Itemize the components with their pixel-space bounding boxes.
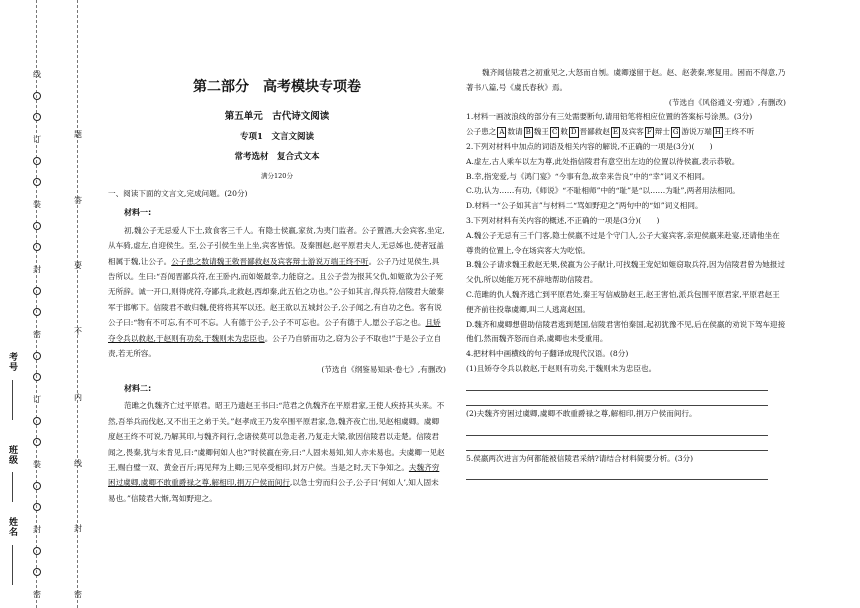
- left-column: [108, 70, 446, 506]
- question-4-2: (2)夫魏齐穷困过虞卿,虞卿不敢重爵禄之尊,解相印,捐万户侯而间行。: [466, 408, 697, 418]
- question-1: 1.材料一画波浪线的部分有三处需要断句,请用铅笔将相应位置的答案标号涂黑。(3分): [466, 112, 753, 122]
- q2-option-c[interactable]: C.功,认为……有功,《师说》“不耻相师”中的“耻”是“以……为耻”,两者用法相同。: [466, 186, 740, 196]
- margin-seal-char: 线: [74, 458, 82, 468]
- break-option-box[interactable]: A: [499, 128, 505, 137]
- break-option-text: 魏王: [533, 127, 549, 137]
- material-2-continuation: 魏齐闻信陵君之初重见之,大怒而自刎。虞卿遂留于赵。赵、赵袭秦,寒复用。困而不得意,乃著书八篇,号《虞氏春秋》焉。: [466, 68, 786, 92]
- break-option-text: 游说万端: [681, 127, 712, 137]
- question-4-1: (1)且矫夺令兵以救赵,于赵则有功矣,于魏则未为忠臣也。: [466, 363, 657, 373]
- material-1-label: 材料一:: [124, 208, 152, 218]
- break-option-text: 王终不听: [723, 127, 755, 137]
- binding-circle-icon: [30, 243, 44, 253]
- right-column: [466, 66, 786, 481]
- label-xingming: 姓名: [7, 517, 17, 537]
- question-5: 5.侯嬴两次进言为何都能被信陵君采纳?请结合材料简要分析。(3分): [466, 453, 694, 463]
- answer-line[interactable]: [466, 392, 768, 406]
- full-score: 满分120分: [261, 171, 293, 180]
- underline-sentence-2: 夫魏齐穷困过虞卿,虞卿不敢重爵禄之尊,解相印,捐万户侯而间行: [108, 462, 440, 488]
- binding-circle-icon: [30, 438, 44, 448]
- section-instruction: 一、阅读下面的文言文,完成问题。(20分): [108, 189, 248, 199]
- answer-line[interactable]: [466, 466, 768, 480]
- binding-circle-icon: [30, 352, 44, 362]
- binding-circle-icon: [30, 308, 44, 318]
- break-option-box[interactable]: G: [672, 128, 679, 137]
- margin-seal-char: 题: [74, 130, 82, 139]
- binding-circle-icon: [30, 547, 44, 557]
- break-option-text: 敕: [560, 127, 568, 137]
- break-option-box[interactable]: F: [646, 128, 652, 137]
- margin-seal-column-outer: [30, 0, 44, 608]
- banji-field[interactable]: [12, 472, 13, 502]
- binding-circle-icon: [30, 287, 44, 297]
- binding-circle-icon: [30, 417, 44, 427]
- q2-option-a[interactable]: A.虚左,古人乘车以左为尊,此处指信陵君有意空出左边的位置以待侯嬴,表示恭敬。: [466, 156, 740, 166]
- margin-seal-char: 密: [33, 330, 41, 339]
- margin-seal-char: 封: [33, 525, 41, 534]
- q3-option-c[interactable]: C.范雎的仇人魏齐逃亡到平原君处,秦王写信威胁赵王,赵王害怕,派兵包围平原君家,平原君赵王便齐前往投靠虞卿,叫二人逃离赵国。: [466, 289, 780, 314]
- margin-seal-char: 封: [33, 265, 41, 274]
- answer-line[interactable]: [466, 437, 768, 451]
- wavy-underline-sentence: 公子患之数请魏王敕晋鄙救赵及宾客辩士游说万端王终不听: [171, 256, 369, 266]
- margin-seal-char: 线: [33, 70, 41, 79]
- label-banji: 班级: [7, 445, 17, 465]
- binding-circle-icon: [30, 178, 44, 188]
- margin-seal-char: 密: [74, 590, 82, 599]
- margin-seal-char: 订: [33, 135, 41, 144]
- question-1-options: 公子患之 A 数请 B 魏王 C 敕 D 晋鄙救赵 E 及宾客 F 辩士 G 游说万端 H 王终不听: [466, 127, 755, 137]
- margin-seal-char: 装: [33, 200, 41, 209]
- unit-title: 第五单元 古代诗文阅读: [224, 111, 330, 123]
- answer-line[interactable]: [466, 377, 768, 391]
- underline-sentence-1: 且矫夺令兵以救赵,于赵则有功矣,于魏则未为忠臣也: [108, 318, 441, 343]
- break-option-box[interactable]: C: [551, 128, 558, 137]
- label-kaohao: 考号: [7, 352, 17, 372]
- margin-seal-char: 不: [74, 327, 82, 337]
- q3-option-b[interactable]: B.魏公子请求魏王救赵无果,侯嬴为公子献计,可找魏王宠妃如姬窃取兵符,因为信陵君曾为她报过父仇,所以她能万死不辞地帮助信陵君。: [466, 260, 785, 285]
- binding-circle-icon: [30, 503, 44, 513]
- q3-option-a[interactable]: A.魏公子无忌有三千门客,隐士侯嬴不过是个守门人,公子大宴宾客,亲迎侯嬴来赴宴,还请他坐在尊贵的位置上,令在场宾客大为吃惊。: [466, 230, 780, 255]
- question-4: 4.把材料中画横线的句子翻译成现代汉语。(8分): [466, 349, 629, 359]
- binding-circle-icon: [30, 222, 44, 232]
- break-option-text: 数请: [507, 127, 523, 137]
- binding-circle-icon: [30, 113, 44, 123]
- q2-option-d[interactable]: D.材料一“公子如其言”与材料二“骂如野迎之”两句中的“如”词义相同。: [466, 201, 703, 211]
- answer-line[interactable]: [466, 422, 768, 436]
- topic-title: 专项1 文言文阅读: [240, 131, 314, 142]
- margin-seal-char: 要: [74, 261, 82, 271]
- margin-seal-char: 密: [33, 590, 41, 599]
- break-option-box[interactable]: H: [714, 128, 721, 137]
- margin-seal-column-inner: [71, 0, 85, 608]
- q3-option-d[interactable]: D.魏齐和虞卿想借助信陵君逃到楚国,信陵君害怕秦国,起初犹豫不见,后在侯嬴的劝说下驾车迎接他们,然而魏齐怒而自杀,虞卿也未受重用。: [466, 319, 786, 344]
- break-option-text: 辩士: [654, 127, 670, 137]
- break-option-box[interactable]: E: [612, 128, 619, 137]
- margin-seal-char: 答: [74, 195, 82, 205]
- material-1-text: 初,魏公子无忌爱人下士,致食客三千人。有隐士侯嬴,家贫,为夷门监者。公子置酒,大会宾客,坐定,从车骑,虚左,自迎侯生。至,公子引侯生坐上坐,宾客皆惊。及秦围赵,赵平原君夫人,无忌姊也,使者冠盖相属于魏,让公子。公子患之数请魏王敕晋鄙救赵及宾客辩士游说万端王终不听。公子乃过见侯生,具告所以。生曰:“吾闻晋鄙兵符,在王卧内,而如姬最幸,力能窃之。且公子尝为报其父仇,如姬欲为公子死无所辞。诚一开口,则得虎符,夺鄙兵,北救赵,西却秦,此五伯之功也。”公子如其言,得兵符,信陵君大破秦军于邯郸下。信陵君不敢归魏,使将将其军以还。赵王欲以五城封公子,公子闻之,有自功之色。客有说公子曰:“物有不可忘,有不可不忘。人有德于公子,公子不可忘也。公子有德于人,愿公子忘之也。且矫夺令兵以救赵,于赵则有功矣,于魏则未为忠臣也。公子乃自骄而功之,窃为公子不取也!”于是公子立自责,若无所容。: [108, 225, 445, 359]
- question-3: 3.下列对材料有关内容的概述,不正确的一项是(3分)( ): [466, 215, 660, 225]
- binding-circle-icon: [30, 92, 44, 102]
- margin-seal-char: 订: [33, 395, 41, 404]
- break-option-text: 晋鄙救赵: [579, 127, 610, 137]
- material-2-text: 范雎之仇魏齐亡过平原君。昭王乃遗赵王书曰:“范君之仇魏齐在平原君家,王使人疾持其头来。不然,吾举兵而伐赵,又不出王之弟于关。”赵孝成王乃发卒围平原君家,急,魏齐夜亡出,见赵相虞卿。虞卿度赵王终不可说,乃解其印,与魏齐间行,念诸侯莫可以急走者,乃复走大梁,欲因信陵君以走楚。信陵君闻之,畏秦,犹与未肯见,曰:“虞卿何如人也?”时侯嬴在旁,曰:“人固未易知,知人亦未易也。夫虞卿一见赵王,赐白璧一双、黄金百斤;再见拜为上卿;三见卒受相印,封万户侯。当是之时,天下争知之。夫魏齐穷困过虞卿,虞卿不敢重爵禄之尊,解相印,捐万户侯而间行,以急士穷而归公子,公子曰‘何如人’,知人固未易也。”信陵君大惭,驾如野迎之。: [108, 401, 445, 503]
- binding-circle-icon: [30, 568, 44, 578]
- binding-circle-icon: [30, 373, 44, 383]
- part-title: 第二部分 高考模块专项卷: [193, 79, 361, 95]
- binding-circle-icon: [30, 482, 44, 492]
- break-option-box[interactable]: B: [525, 128, 531, 137]
- sub-title: 常考选材 复合式文本: [234, 152, 320, 163]
- q2-option-b[interactable]: B.幸,指宠爱,与《鸿门宴》“今事有急,故幸来告良”中的“幸”词义不相同。: [466, 171, 710, 181]
- binding-circle-icon: [30, 157, 44, 167]
- margin-seal-char: 内: [74, 392, 82, 402]
- break-option-box[interactable]: D: [570, 128, 577, 137]
- question-2: 2.下列对材料中加点的词语及相关内容的解说,不正确的一项是(3分)( ): [466, 141, 713, 151]
- margin-seal-char: 装: [33, 460, 41, 469]
- margin-seal-char: 封: [74, 524, 82, 534]
- xingming-field[interactable]: [12, 545, 13, 585]
- kaohao-field[interactable]: [12, 380, 13, 420]
- break-option-text: 及宾客: [621, 127, 644, 137]
- material-1-source: (节选自《纲鉴易知录·卷七》,有删改): [321, 364, 446, 374]
- material-2-source: (节选自《风俗通义·穷通》,有删改): [668, 97, 786, 107]
- material-2-label: 材料二:: [124, 383, 152, 393]
